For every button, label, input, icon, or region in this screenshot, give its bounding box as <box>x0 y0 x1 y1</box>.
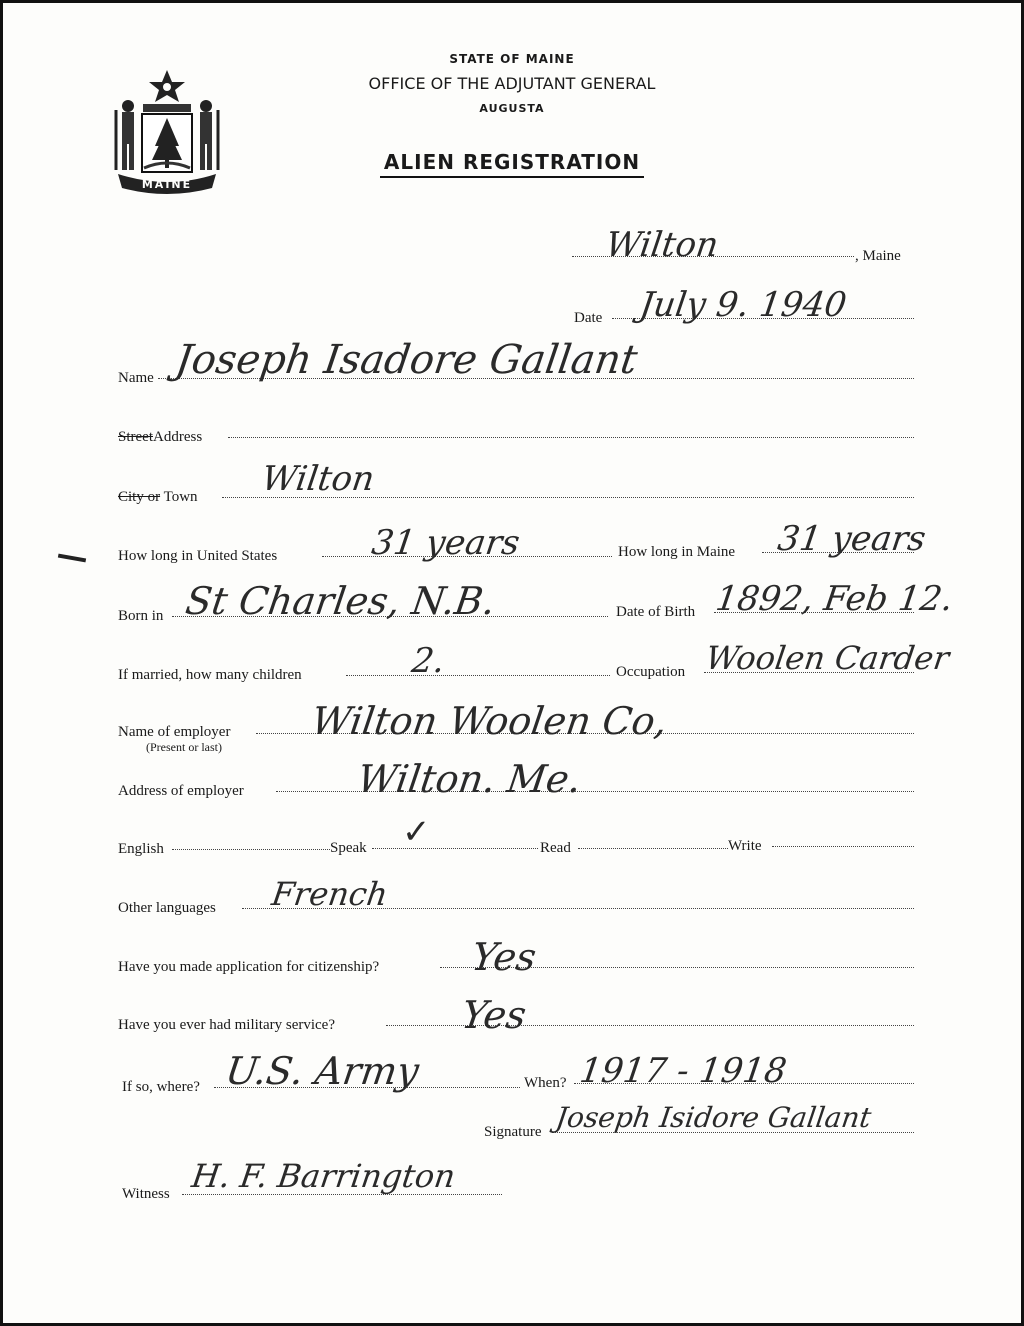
margin-tick <box>58 554 86 563</box>
when-label: When? <box>524 1075 567 1091</box>
how-long-maine-value: 31 years <box>775 519 929 559</box>
speak-line <box>372 848 538 849</box>
children-value: 2. <box>409 641 448 681</box>
english-line <box>172 849 330 850</box>
born-in-label: Born in <box>118 608 164 624</box>
employer-address-label: Address of employer <box>118 783 244 799</box>
date-label: Date <box>574 310 603 326</box>
children-line <box>346 675 610 676</box>
header-office: OFFICE OF THE ADJUTANT GENERAL <box>368 74 656 93</box>
how-long-us-value: 31 years <box>369 523 523 563</box>
employer-sublabel: (Present or last) <box>146 740 222 754</box>
write-line <box>772 846 914 847</box>
occupation-label: Occupation <box>616 664 686 680</box>
citizenship-value: Yes <box>468 935 539 979</box>
town-label <box>118 489 198 506</box>
address-word: Address <box>153 429 203 445</box>
signature-label: Signature <box>484 1124 542 1140</box>
date-value: July 9. 1940 <box>637 285 850 325</box>
town-value: Wilton <box>259 459 377 499</box>
born-in-value: St Charles, N.B. <box>182 579 499 623</box>
military-value: Yes <box>458 993 529 1037</box>
street-address-label <box>118 429 202 446</box>
employer-label: Name of employer <box>118 724 231 740</box>
form-title <box>0 150 1024 174</box>
other-languages-value: French <box>269 875 391 913</box>
write-label: Write <box>728 838 762 854</box>
where-label: If so, where? <box>122 1079 200 1095</box>
dob-label: Date of Birth <box>616 604 696 620</box>
dob-value: 1892, Feb 12. <box>713 579 956 619</box>
maine-label: , Maine <box>855 248 901 264</box>
other-languages-label: Other languages <box>118 900 216 916</box>
header-city: AUGUSTA <box>479 102 545 115</box>
english-label: English <box>118 841 164 857</box>
speak-check: ✓ <box>402 814 431 851</box>
employer-value: Wilton Woolen Co, <box>308 699 670 743</box>
occupation-value: Woolen Carder <box>703 639 952 677</box>
city-strike: City or <box>118 489 161 505</box>
witness-label: Witness <box>122 1186 170 1202</box>
speak-label: Speak <box>330 840 367 856</box>
military-label: Have you ever had military service? <box>118 1017 335 1033</box>
street-line <box>228 437 914 438</box>
citizenship-label: Have you made application for citizenship? <box>118 959 380 975</box>
read-label: Read <box>540 840 571 856</box>
employer-address-value: Wilton. Me. <box>354 757 585 801</box>
how-long-us-label: How long in United States <box>118 548 278 564</box>
header-state: STATE OF MAINE <box>449 52 575 66</box>
when-value: 1917 - 1918 <box>577 1051 789 1091</box>
how-long-maine-label: How long in Maine <box>618 544 736 560</box>
signature-value: Joseph Isidore Gallant <box>553 1101 874 1134</box>
place-value: Wilton <box>603 225 721 265</box>
name-value: Joseph Isadore Gallant <box>172 337 641 383</box>
seal-text: MAINE <box>141 178 193 191</box>
where-value: U.S. Army <box>222 1049 422 1093</box>
street-strike: Street <box>118 429 153 445</box>
name-label: Name <box>118 370 154 386</box>
town-word: Town <box>163 489 198 505</box>
children-label: If married, how many children <box>118 667 302 683</box>
read-line <box>578 848 728 849</box>
witness-value: H. F. Barrington <box>189 1157 458 1195</box>
form-title-text: ALIEN REGISTRATION <box>380 150 644 178</box>
